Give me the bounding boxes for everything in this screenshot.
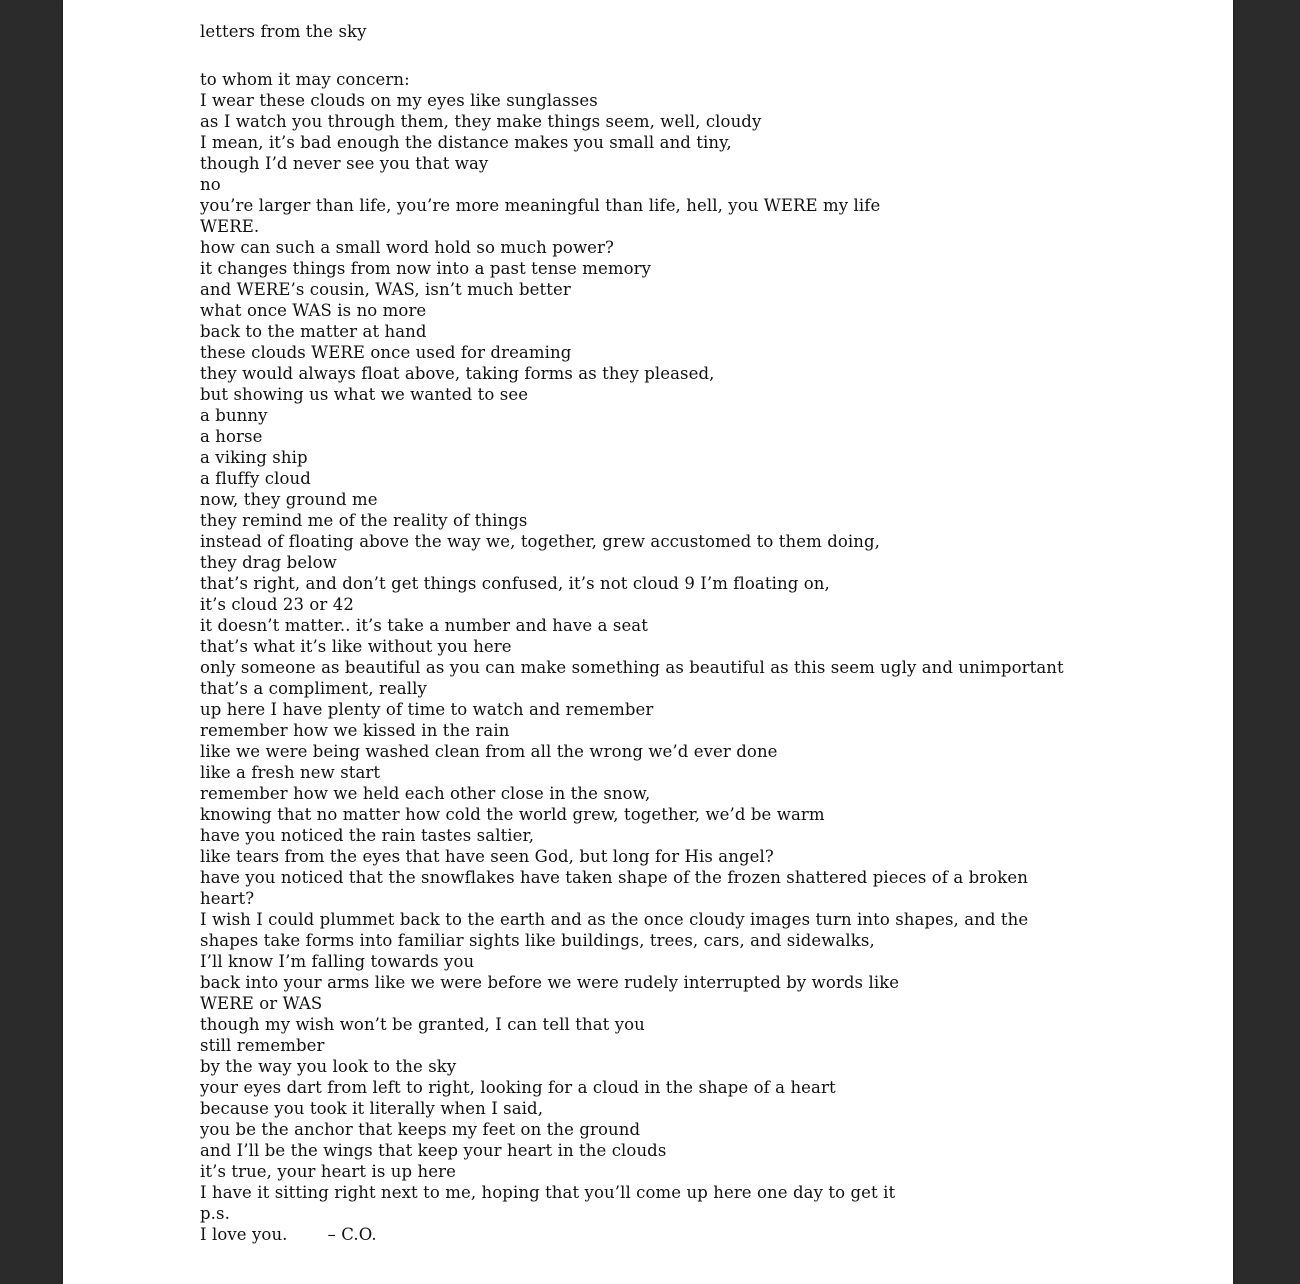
- poem-line: your eyes dart from left to right, looking for a cloud in the shape of a heart: [200, 1078, 836, 1097]
- closing-text: I love you.: [200, 1225, 288, 1244]
- poem-line: to whom it may concern:: [200, 70, 410, 89]
- signature: – C.O.: [327, 1225, 377, 1244]
- poem-line: heart?: [200, 889, 255, 908]
- poem-line: and I’ll be the wings that keep your heart in the clouds: [200, 1141, 667, 1160]
- poem-line: what once WAS is no more: [200, 301, 427, 320]
- poem-body: [200, 69, 1064, 1245]
- poem-line: WERE.: [200, 217, 260, 236]
- poem-line: WERE or WAS: [200, 994, 323, 1013]
- poem-line: remember how we held each other close in the snow,: [200, 784, 651, 803]
- poem-line: because you took it literally when I said,: [200, 1099, 544, 1118]
- poem-line: a fluffy cloud: [200, 469, 311, 488]
- poem-line: I wish I could plummet back to the earth and as the once cloudy images turn into shapes, and the: [200, 910, 1029, 929]
- poem-line: that’s right, and don’t get things confused, it’s not cloud 9 I’m floating on,: [200, 574, 830, 593]
- poem-line: have you noticed that the snowflakes have taken shape of the frozen shattered pieces of a broken: [200, 868, 1028, 887]
- poem-line: it doesn’t matter.. it’s take a number and have a seat: [200, 616, 648, 635]
- poem-line: up here I have plenty of time to watch and remember: [200, 700, 654, 719]
- poem-line: though my wish won’t be granted, I can tell that you: [200, 1015, 645, 1034]
- poem-line: only someone as beautiful as you can make something as beautiful as this seem ugly and unimportant: [200, 658, 1064, 677]
- poem-line: and WERE’s cousin, WAS, isn’t much better: [200, 280, 571, 299]
- poem-line: these clouds WERE once used for dreaming: [200, 343, 572, 362]
- poem-line: but showing us what we wanted to see: [200, 385, 529, 404]
- poem-line: it changes things from now into a past tense memory: [200, 259, 652, 278]
- poem-line: you’re larger than life, you’re more meaningful than life, hell, you WERE my life: [200, 196, 881, 215]
- poem-line: like we were being washed clean from all the wrong we’d ever done: [200, 742, 778, 761]
- poem-line: I mean, it’s bad enough the distance makes you small and tiny,: [200, 133, 732, 152]
- poem-line: how can such a small word hold so much power?: [200, 238, 614, 257]
- poem-line: back to the matter at hand: [200, 322, 427, 341]
- document-page: [63, 0, 1233, 1284]
- poem-line: it’s cloud 23 or 42: [200, 595, 354, 614]
- poem-line: knowing that no matter how cold the world grew, together, we’d be warm: [200, 805, 825, 824]
- poem-line: p.s.: [200, 1204, 230, 1223]
- poem-line: I wear these clouds on my eyes like sunglasses: [200, 91, 598, 110]
- poem-line: a horse: [200, 427, 263, 446]
- poem-line: though I’d never see you that way: [200, 154, 489, 173]
- poem-line: you be the anchor that keeps my feet on the ground: [200, 1120, 641, 1139]
- poem-line: like a fresh new start: [200, 763, 381, 782]
- poem-line: back into your arms like we were before we were rudely interrupted by words like: [200, 973, 900, 992]
- poem-line: by the way you look to the sky: [200, 1057, 457, 1076]
- poem-line: have you noticed the rain tastes saltier,: [200, 826, 535, 845]
- poem-line: that’s what it’s like without you here: [200, 637, 512, 656]
- poem-line: as I watch you through them, they make things seem, well, cloudy: [200, 112, 762, 131]
- poem-line: a viking ship: [200, 448, 308, 467]
- poem-line: like tears from the eyes that have seen God, but long for His angel?: [200, 847, 774, 866]
- poem-line: I have it sitting right next to me, hoping that you’ll come up here one day to get it: [200, 1183, 896, 1202]
- poem-line: it’s true, your heart is up here: [200, 1162, 456, 1181]
- poem-line: no: [200, 175, 221, 194]
- poem-line: they remind me of the reality of things: [200, 511, 528, 530]
- poem-line: remember how we kissed in the rain: [200, 721, 510, 740]
- poem-line: they would always float above, taking forms as they pleased,: [200, 364, 715, 383]
- poem-line: that’s a compliment, really: [200, 679, 427, 698]
- poem-line: a bunny: [200, 406, 268, 425]
- poem-line: they drag below: [200, 553, 337, 572]
- poem-title: letters from the sky: [200, 22, 367, 41]
- poem-line: now, they ground me: [200, 490, 378, 509]
- poem-line: instead of floating above the way we, together, grew accustomed to them doing,: [200, 532, 881, 551]
- poem-line: shapes take forms into familiar sights like buildings, trees, cars, and sidewalks,: [200, 931, 875, 950]
- closing-line: [200, 1224, 1064, 1245]
- poem-line: I’ll know I’m falling towards you: [200, 952, 475, 971]
- poem-line: still remember: [200, 1036, 325, 1055]
